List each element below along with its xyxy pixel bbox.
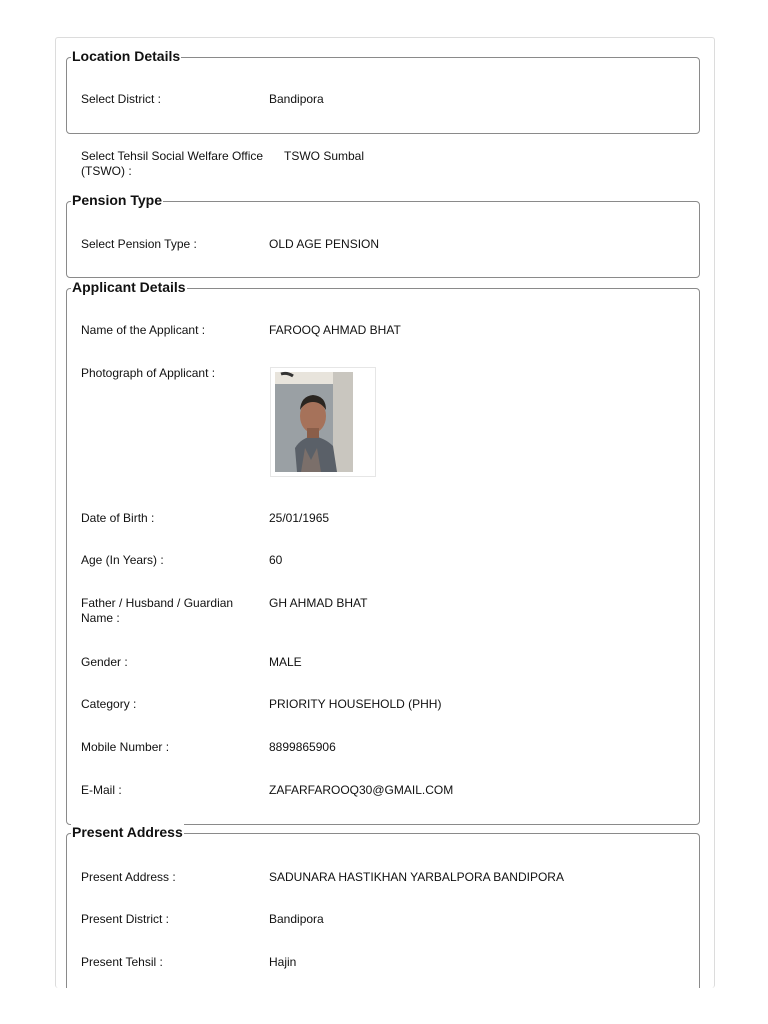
application-form [55,37,715,988]
applicant-photo [270,367,376,477]
guardian-value: GH AHMAD BHAT [269,596,368,610]
district-label: Select District : [81,92,162,106]
age-value: 60 [269,553,283,567]
photo-label: Photograph of Applicant : [81,366,216,380]
category-value: PRIORITY HOUSEHOLD (PHH) [269,697,442,711]
district-value: Bandipora [269,92,324,106]
age-label: Age (In Years) : [81,553,164,567]
present-district-label: Present District : [81,912,170,926]
pension-type-value: OLD AGE PENSION [269,237,380,251]
present-address-label: Present Address : [81,870,176,884]
applicant-details-legend: Applicant Details [72,279,186,295]
location-details-legend: Location Details [72,48,181,64]
pension-type-label: Select Pension Type : [81,237,197,251]
guardian-label: Father / Husband / Guardian Name : [81,596,234,625]
email-label: E-Mail : [81,783,122,797]
dob-label: Date of Birth : [81,511,155,525]
applicant-photo-image [271,368,375,476]
present-tehsil-label: Present Tehsil : [81,955,163,969]
applicant-name-value: FAROOQ AHMAD BHAT [269,323,401,337]
gender-label: Gender : [81,655,128,669]
pension-type-legend: Pension Type [72,192,162,208]
tswo-label: Select Tehsil Social Welfare Office (TSWO) : [81,149,264,178]
mobile-label: Mobile Number : [81,740,170,754]
email-value: ZAFARFAROOQ30@GMAIL.COM [269,783,454,797]
present-district-value: Bandipora [269,912,324,926]
mobile-value: 8899865906 [269,740,336,754]
applicant-name-label: Name of the Applicant : [81,323,206,337]
dob-value: 25/01/1965 [269,511,330,525]
tswo-value: TSWO Sumbal [284,149,365,163]
category-label: Category : [81,697,137,711]
gender-value: MALE [269,655,302,669]
present-address-legend: Present Address [72,824,183,840]
present-tehsil-value: Hajin [269,955,297,969]
present-address-value: SADUNARA HASTIKHAN YARBALPORA BANDIPORA [269,870,564,884]
